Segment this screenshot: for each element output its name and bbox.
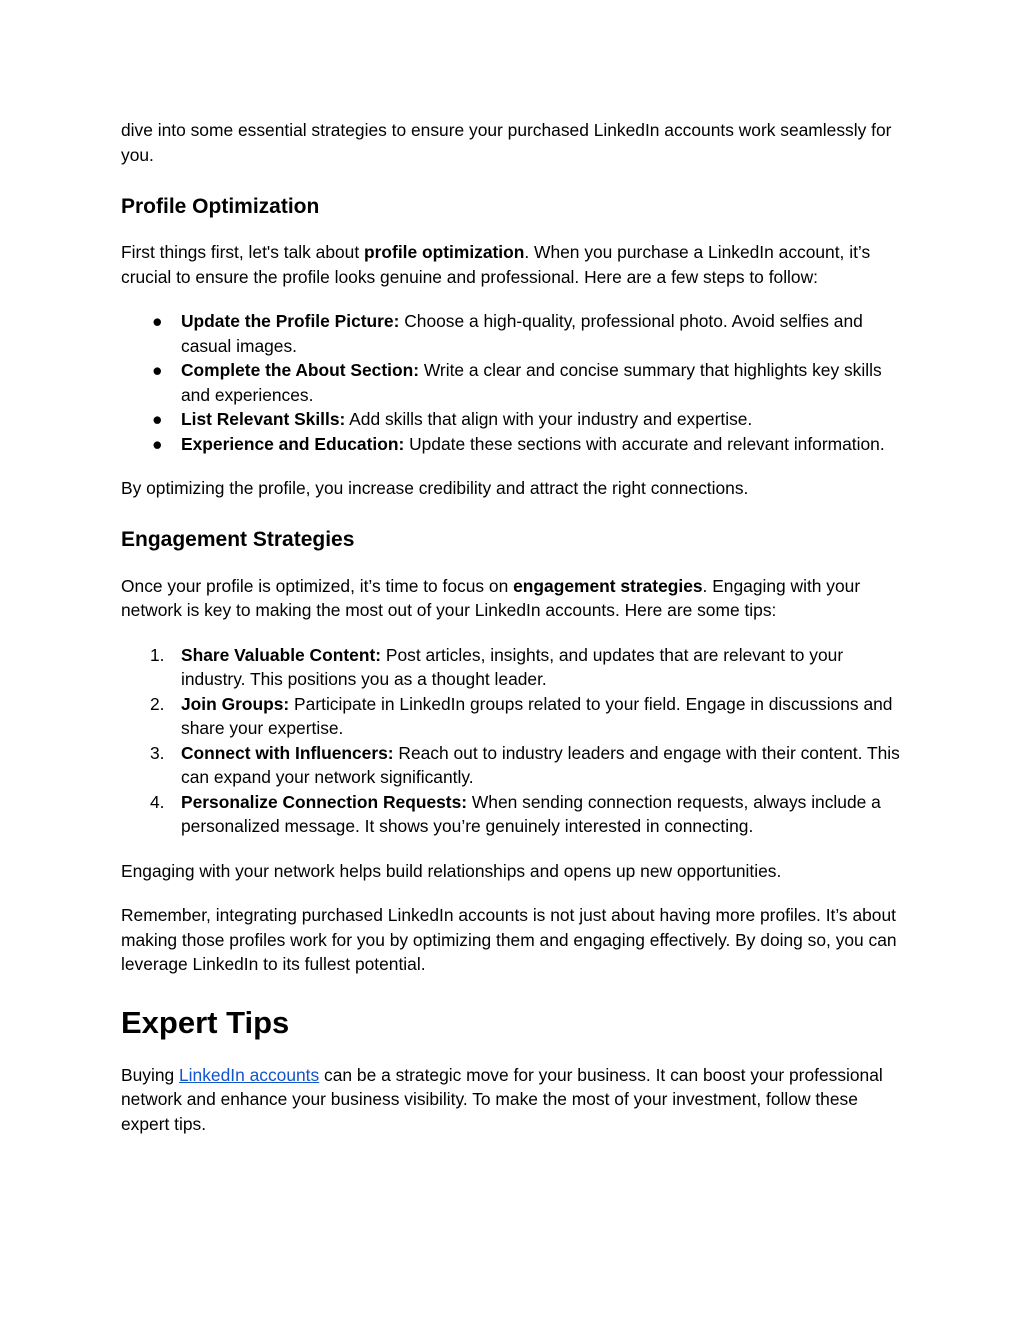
- expert-tips-paragraph: Buying LinkedIn accounts can be a strategic move for your business. It can boost your professional network and enhance your business visibility. To make the most of your investment, follow these expert tips.: [121, 1064, 883, 1134]
- list-item: ● Complete the About Section: Write a clear and concise summary that highlights key skills and experiences.: [152, 360, 882, 405]
- list-item: 1. Share Valuable Content: Post articles, insights, and updates that are relevant to your industry. This positions you as a thought leader.: [150, 644, 844, 689]
- list-item: 4. Personalize Connection Requests: When sending connection requests, always include a personalized message. It shows you’re genuinely interested in connecting.: [150, 791, 881, 836]
- list-item: 3. Connect with Influencers: Reach out to industry leaders and engage with their content. This can expand your network significantly.: [150, 742, 900, 787]
- list-number: 4.: [150, 791, 165, 812]
- heading-profile-optimization: Profile Optimization: [121, 195, 320, 218]
- engagement-lead-paragraph: Once your profile is optimized, it’s time to focus on engagement strategies. Engaging with your network is key to making the most out of your LinkedIn accounts. Here are some tips:: [121, 575, 861, 620]
- profile-lead-bold: profile optimization: [364, 242, 525, 262]
- list-item: ● Experience and Education: Update these sections with accurate and relevant information.: [121, 432, 911, 457]
- profile-closing-paragraph: By optimizing the profile, you increase credibility and attract the right connections.: [121, 478, 749, 498]
- engagement-numbered-list: [121, 643, 911, 839]
- engagement-lead-bold: engagement strategies: [513, 575, 703, 596]
- heading-expert-tips: Expert Tips: [121, 1004, 290, 1040]
- list-item: 2. Join Groups: Participate in LinkedIn groups related to your field. Engage in discussions and share your expertise.: [150, 693, 893, 738]
- bullet-icon: ●: [152, 311, 163, 331]
- engagement-closing-paragraph: Engaging with your network helps build relationships and opens up new opportunities.: [121, 860, 782, 881]
- list-item: ● Update the Profile Picture: Choose a high-quality, professional photo. Avoid selfies and casual images.: [152, 311, 863, 356]
- linkedin-accounts-link[interactable]: LinkedIn accounts: [179, 1064, 320, 1085]
- profile-bullet-list: [121, 309, 911, 456]
- list-item: ● List Relevant Skills: Add skills that align with your industry and expertise.: [121, 407, 911, 432]
- bullet-icon: ●: [152, 433, 163, 454]
- heading-engagement-strategies: Engagement Strategies: [121, 527, 355, 551]
- list-number: 2.: [150, 693, 165, 714]
- list-number: 1.: [150, 644, 165, 665]
- list-number: 3.: [150, 742, 165, 763]
- document-page: [121, 118, 911, 1136]
- bullet-icon: ●: [152, 409, 163, 429]
- remember-paragraph: Remember, integrating purchased LinkedIn accounts is not just about having more profiles. It’s about making those profiles work for you by optimizing them and engaging effectively. By doing so, you can leverage LinkedIn to its fullest potential.: [121, 905, 897, 974]
- profile-lead-paragraph: First things first, let's talk about profile optimization. When you purchase a LinkedIn account, it’s crucial to ensure the profile looks genuine and professional. Here are a few steps to follow:: [121, 242, 871, 287]
- intro-paragraph: dive into some essential strategies to ensure your purchased LinkedIn accounts work seamlessly for you.: [121, 120, 892, 165]
- bullet-icon: ●: [152, 360, 163, 380]
